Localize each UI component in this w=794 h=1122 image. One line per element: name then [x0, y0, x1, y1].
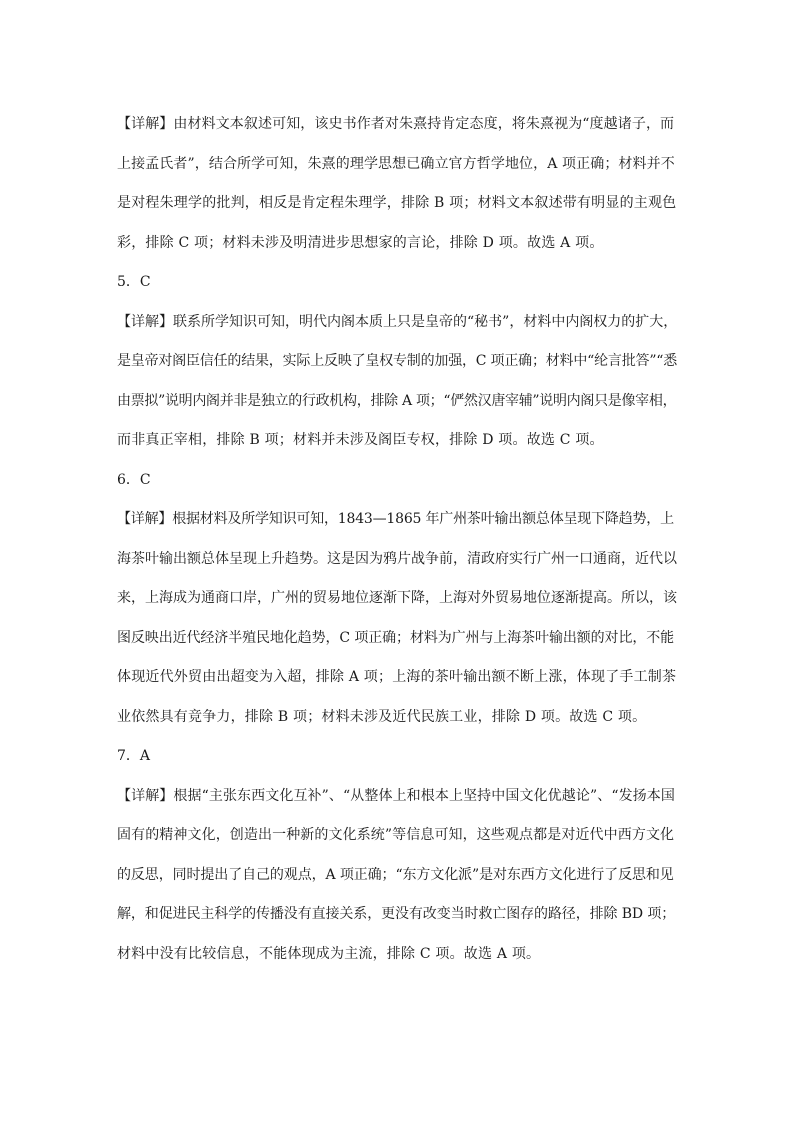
text-line: 海茶叶输出额总体呈现上升趋势。这是因为鸦片战争前，清政府实行广州一口通商，近代以 — [117, 550, 677, 567]
explanation-paragraph — [117, 500, 677, 737]
text-line: 是皇帝对阁臣信任的结果，实际上反映了皇权专制的加强，C 项正确；材料中“纶言批答”“悉 — [117, 353, 678, 369]
text-line: 材料中没有比较信息，不能体现成为主流，排除 C 项。故选 A 项。 — [117, 945, 541, 962]
text-line: 上接孟氏者”，结合所学可知，朱熹的理学思想已确立官方哲学地位，A 项正确；材料并不 — [117, 155, 675, 172]
text-line: 【详解】根据“主张东西文化互补”、“从整体上和根本上坚持中国文化优越论”、“发扬本国 — [117, 787, 675, 804]
text-line: 来，上海成为通商口岸，广州的贸易地位逐渐下降，上海对外贸易地位逐渐提高。所以，该 — [117, 590, 677, 606]
text-line: 解，和促进民主科学的传播没有直接关系，更没有改变当时救亡图存的路径，排除 BD 项； — [117, 906, 676, 922]
document-content — [117, 105, 677, 974]
text-line: 而非真正宰相，排除 B 项；材料并未涉及阁臣专权，排除 D 项。故选 C 项。 — [117, 432, 604, 448]
explanation-paragraph — [117, 303, 677, 461]
text-line: 图反映出近代经济半殖民地化趋势，C 项正确；材料为广州与上海茶叶输出额的对比，不能 — [117, 629, 675, 646]
answer-label: 6．C — [117, 471, 151, 488]
text-line: 业依然具有竞争力，排除 B 项；材料未涉及近代民族工业，排除 D 项。故选 C 项。 — [117, 708, 647, 725]
text-line: 固有的精神文化，创造出一种新的文化系统”等信息可知，这些观点都是对近代中西方文化 — [117, 827, 675, 843]
text-line: 彩，排除 C 项；材料未涉及明清进步思想家的言论，排除 D 项。故选 A 项。 — [117, 234, 604, 251]
text-line: 体现近代外贸由出超变为入超，排除 A 项；上海的茶叶输出额不断上涨，体现了手工制茶 — [117, 669, 677, 685]
answer-label: 5．C — [117, 274, 151, 290]
text-line: 由票拟”说明内阁并非是独立的行政机构，排除 A 项；“俨然汉唐宰辅”说明内阁只是像宰相， — [117, 392, 677, 409]
text-line: 是对程朱理学的批判，相反是肯定程朱理学，排除 B 项；材料文本叙述带有明显的主观色 — [117, 195, 677, 211]
answer-label: 7．A — [117, 748, 151, 764]
text-line: 【详解】由材料文本叙述可知，该史书作者对朱熹持肯定态度，将朱熹视为“度越诸子，而 — [117, 116, 675, 132]
text-line: 的反思，同时提出了自己的观点，A 项正确；“东方文化派”是对东西方文化进行了反思和见 — [117, 866, 674, 883]
explanation-paragraph — [117, 777, 677, 975]
text-line: 【详解】联系所学知识可知，明代内阁本质上只是皇帝的“秘书”，材料中内阁权力的扩大， — [117, 313, 678, 330]
explanation-paragraph — [117, 105, 677, 263]
text-line: 【详解】根据材料及所学知识可知，1843—1865 年广州茶叶输出额总体呈现下降趋势，上 — [117, 511, 674, 527]
